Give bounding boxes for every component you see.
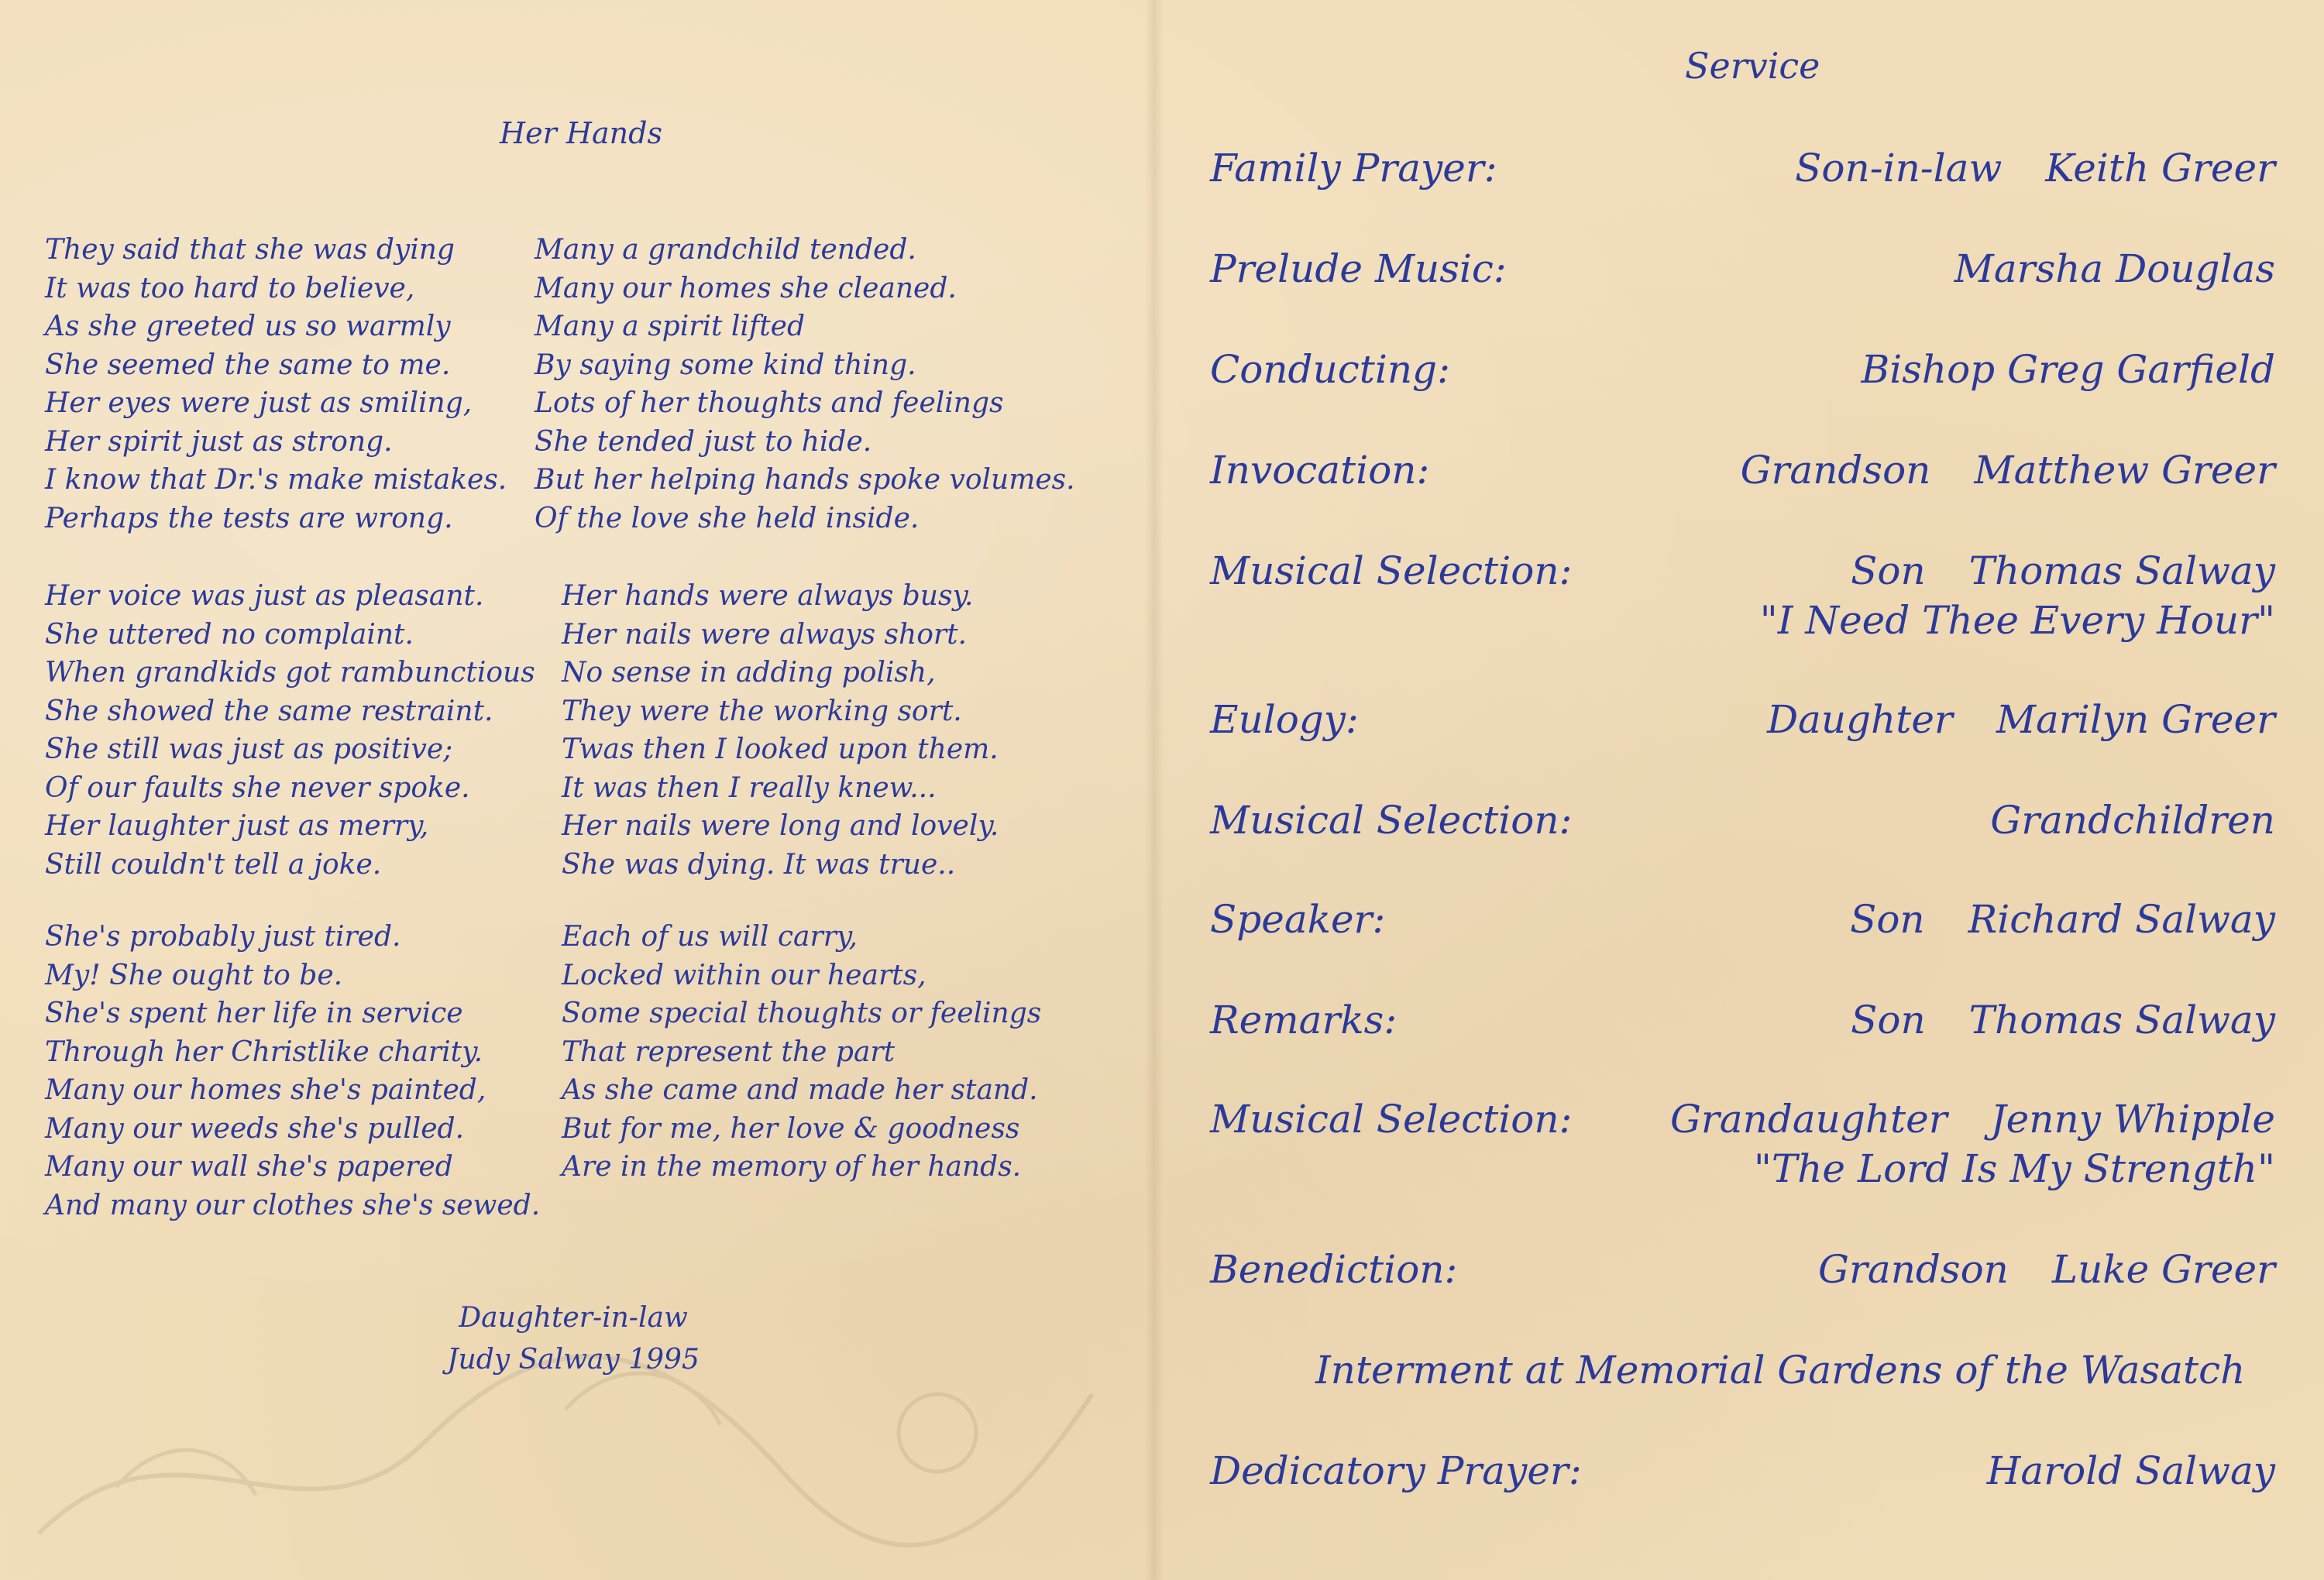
poem-line: Each of us will carry, (562, 921, 858, 953)
poem-stanza-6 (562, 918, 1041, 1187)
poem-line: Some special thoughts or feelings (562, 998, 1042, 1029)
interment-line: Interment at Memorial Gardens of the Wasatch (1315, 1348, 2246, 1393)
poem-line: She tended just to hide. (535, 425, 872, 458)
poem-line: My! She ought to be. (45, 959, 343, 991)
poem-line: Many our homes she's painted, (45, 1074, 486, 1106)
poem-line: It was too hard to believe, (45, 272, 415, 304)
participant-name: Marilyn Greer (1996, 697, 2275, 742)
participant-relation: Grandson (1818, 1247, 2009, 1292)
service-item-label: Dedicatory Prayer: (1210, 1448, 1582, 1493)
service-item-label: Musical Selection: (1210, 548, 1573, 593)
poem-line: But her helping hands spoke volumes. (535, 464, 1075, 496)
service-item-participant (1987, 1448, 2275, 1493)
poem-title: Her Hands (500, 116, 662, 150)
service-item-label: Benediction: (1210, 1247, 1458, 1292)
poem-stanza-3 (45, 577, 535, 884)
poem-line: They said that she was dying (45, 234, 455, 266)
poem-author (341, 1297, 806, 1381)
poem-page (0, 0, 1147, 1580)
poem-line: She's spent her life in service (45, 998, 463, 1029)
poem-line: Her hands were always busy. (562, 580, 974, 612)
poem-line: She's probably just tired. (45, 921, 401, 953)
poem-stanza-5 (45, 918, 540, 1224)
participant-name: Bishop Greg Garfield (1861, 347, 2275, 392)
poem-line: It was then I really knew... (562, 771, 937, 804)
poem-line: Many our weeds she's pulled. (45, 1112, 465, 1145)
poem-line: When grandkids got rambunctious (45, 657, 535, 689)
service-item-participant (1954, 246, 2275, 291)
poem-line: By saying some kind thing. (535, 349, 916, 381)
poem-line: Lots of her thoughts and feelings (535, 387, 1004, 419)
song-title: "The Lord Is My Strength" (1753, 1146, 2275, 1191)
service-item-label: Musical Selection: (1210, 798, 1573, 843)
service-item-label: Eulogy: (1210, 697, 1359, 742)
poem-stanza-1 (45, 231, 507, 538)
poem-line: But for me, her love & goodness (562, 1112, 1020, 1145)
poem-line: Her eyes were just as smiling, (45, 387, 473, 419)
participant-relation: Daughter (1766, 697, 1953, 742)
service-item-participant (1741, 448, 2275, 493)
service-item-participant (1851, 548, 2275, 593)
participant-relation: Son-in-law (1795, 146, 2003, 191)
poem-line: She seemed the same to me. (45, 349, 451, 381)
poem-line: I know that Dr.'s make mistakes. (45, 464, 507, 496)
poem-line: She still was just as positive; (45, 733, 453, 765)
song-title: "I Need Thee Every Hour" (1759, 598, 2275, 643)
participant-name: Grandchildren (1990, 798, 2275, 843)
poem-line: Are in the memory of her hands. (562, 1151, 1022, 1183)
poem-line: Her nails were always short. (562, 618, 967, 651)
service-item-label: Conducting: (1210, 347, 1450, 392)
poem-stanza-4 (562, 577, 999, 884)
participant-name: Luke Greer (2051, 1247, 2275, 1292)
poem-line: Of the love she held inside. (535, 502, 920, 534)
service-item-participant (1990, 798, 2275, 843)
poem-line: Her spirit just as strong. (45, 425, 393, 458)
poem-line: As she greeted us so warmly (45, 311, 451, 342)
page-fold (1145, 0, 1164, 1580)
author-relation: Daughter-in-law (459, 1302, 688, 1334)
poem-line: Many our homes she cleaned. (535, 272, 957, 304)
poem-line: No sense in adding polish, (562, 657, 936, 689)
service-item-label: Invocation: (1210, 448, 1430, 493)
participant-name: Matthew Greer (1974, 448, 2275, 493)
poem-line: That represent the part (562, 1036, 896, 1068)
poem-line: Twas then I looked upon them. (562, 733, 999, 765)
poem-line: Many our wall she's papered (45, 1151, 453, 1183)
participant-name: Marsha Douglas (1954, 246, 2275, 291)
poem-line: She showed the same restraint. (45, 695, 493, 727)
poem-line: Her voice was just as pleasant. (45, 580, 484, 612)
participant-relation: Son (1851, 998, 1926, 1042)
service-item-label: Prelude Music: (1210, 246, 1507, 291)
participant-relation: Grandson (1740, 448, 1931, 493)
poem-line: Locked within our hearts, (562, 959, 927, 991)
service-item-label: Remarks: (1210, 998, 1397, 1042)
poem-stanza-2 (535, 231, 1075, 538)
service-item-participant (1795, 146, 2275, 191)
service-item-participant (1861, 347, 2275, 392)
participant-relation: Son (1850, 897, 1925, 942)
author-name-year: Judy Salway 1995 (447, 1344, 700, 1376)
service-item-label: Family Prayer: (1210, 146, 1497, 191)
service-item-participant (1818, 1247, 2275, 1292)
participant-name: Jenny Whipple (1990, 1097, 2275, 1142)
poem-line: She was dying. It was true.. (562, 848, 956, 881)
service-item-label: Speaker: (1210, 897, 1386, 942)
service-item-participant (1670, 1097, 2275, 1142)
service-page (1162, 0, 2324, 1580)
service-item-participant (1767, 697, 2275, 742)
poem-line: Many a spirit lifted (535, 311, 806, 342)
service-title: Service (1685, 45, 1820, 87)
poem-line: As she came and made her stand. (562, 1074, 1038, 1106)
participant-name: Harold Salway (1986, 1448, 2275, 1493)
poem-line: She uttered no complaint. (45, 618, 414, 651)
participant-name: Richard Salway (1968, 897, 2275, 942)
poem-line: Many a grandchild tended. (535, 234, 916, 266)
participant-relation: Son (1851, 548, 1926, 593)
service-item-participant (1850, 897, 2275, 942)
participant-relation: Grandaughter (1669, 1097, 1948, 1142)
participant-name: Thomas Salway (1968, 998, 2275, 1042)
poem-line: And many our clothes she's sewed. (45, 1189, 541, 1221)
poem-line: Her nails were long and lovely. (562, 810, 999, 842)
service-item-label: Musical Selection: (1210, 1097, 1573, 1142)
service-item-participant (1851, 998, 2275, 1042)
poem-line: Her laughter just as merry, (45, 810, 429, 842)
poem-line: Of our faults she never spoke. (45, 771, 470, 804)
poem-line: Perhaps the tests are wrong. (45, 502, 453, 534)
poem-line: Through her Christlike charity. (45, 1036, 483, 1068)
participant-name: Thomas Salway (1968, 548, 2275, 593)
poem-line: They were the working sort. (562, 695, 962, 727)
participant-name: Keith Greer (2045, 146, 2275, 191)
poem-line: Still couldn't tell a joke. (45, 848, 382, 881)
